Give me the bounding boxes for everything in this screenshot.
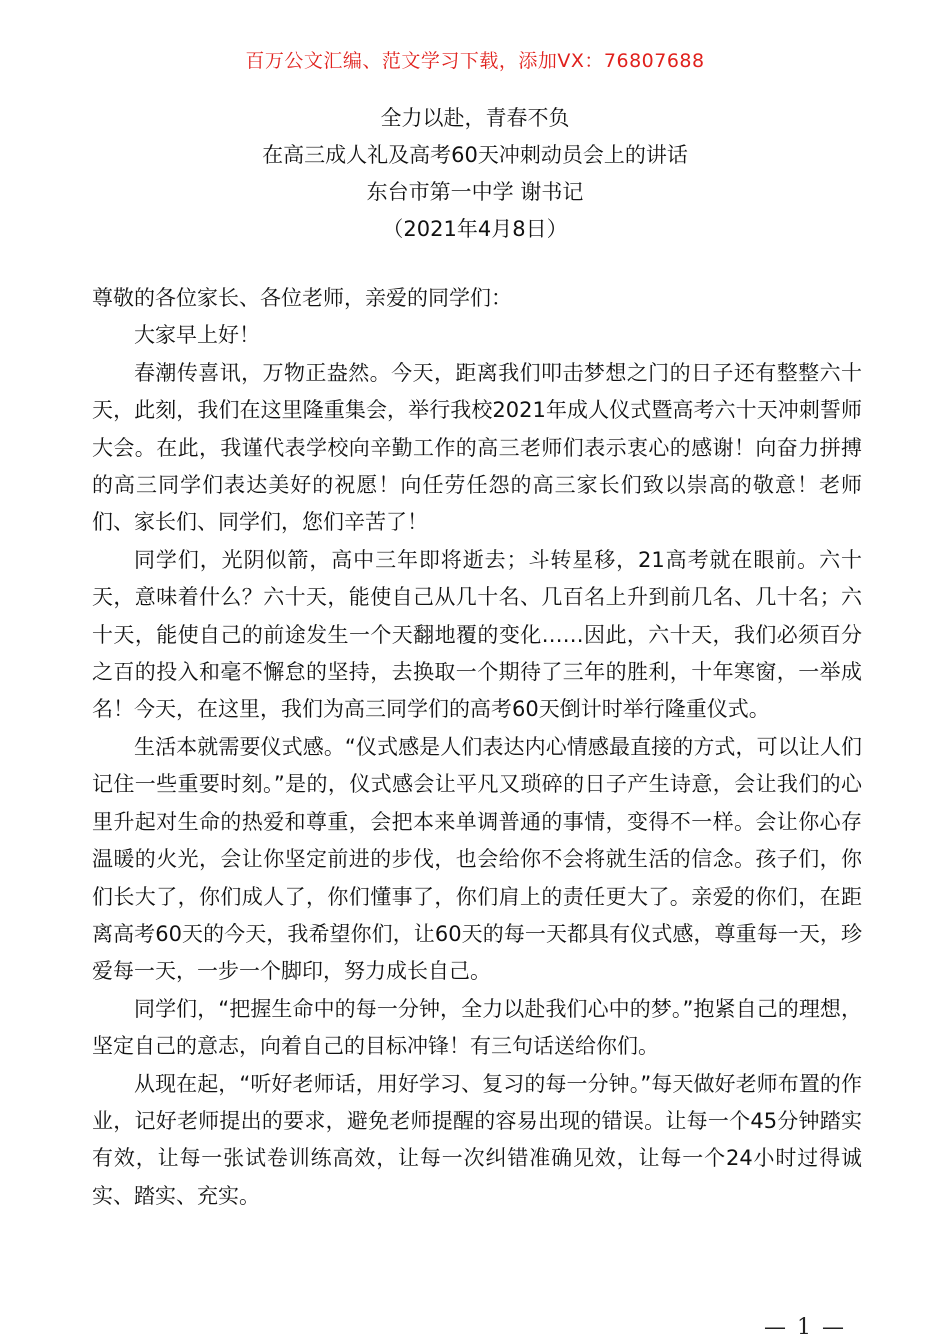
page-number: — 1 — — [764, 1315, 846, 1340]
author-line: 东台市第一中学 谢书记 — [366, 180, 584, 204]
speech-body — [92, 280, 862, 1215]
document-title: 全力以赴，青春不负 — [380, 106, 570, 130]
date-line: （2021年4月8日） — [382, 217, 568, 241]
paragraph: 生活本就需要仪式感。“仪式感是人们表达内心情感最直接的方式，可以让人们记住一些重要时刻。”是的，仪式感会让平凡又琐碎的日子产生诗意，会让我们的心里升起对生命的热爱和尊重，会把本来单调普通的事情，变得不一样。会让你心存温暖的火光，会让你坚定前进的步伐，也会给你不会将就生活的信念。孩子们，你们长大了，你们成人了，你们懂事了，你们肩上的责任更大了。亲爱的你们，在距离高考60天的今天，我希望你们，让60天的每一天都具有仪式感，尊重每一天，珍爱每一天，一步一个脚印，努力成长自己。 — [92, 734, 862, 984]
paragraph: 同学们，“把握生命中的每一分钟，全力以赴我们心中的梦。”抱紧自己的理想，坚定自己的意志，向着自己的目标冲锋！有三句话送给你们。 — [92, 996, 862, 1059]
watermark-banner: 百万公文汇编、范文学习下载，添加VX：76807688 — [245, 50, 705, 72]
title-block — [0, 100, 950, 248]
paragraph: 春潮传喜讯，万物正盎然。今天，距离我们叩击梦想之门的日子还有整整六十天，此刻，我们在这里隆重集会，举行我校2021年成人仪式暨高考六十天冲刺誓师大会。在此，我谨代表学校向辛勤工作的高三老师们表示衷心的感谢！向奋力拼搏的高三同学们表达美好的祝愿！向任劳任怨的高三家长们致以崇高的敬意！老师们、家长们、同学们，您们辛苦了！ — [92, 360, 862, 535]
paragraph: 从现在起，“听好老师话，用好学习、复习的每一分钟。”每天做好老师布置的作业，记好老师提出的要求，避免老师提醒的容易出现的错误。让每一个45分钟踏实有效，让每一张试卷训练高效，让每一次纠错准确见效，让每一个24小时过得诚实、踏实、充实。 — [92, 1071, 862, 1208]
paragraph: 同学们，光阴似箭，高中三年即将逝去；斗转星移，21高考就在眼前。六十天，意味着什么？六十天，能使自己从几十名、几百名上升到前几名、几十名；六十天，能使自己的前途发生一个天翻地覆的变化……因此，六十天，我们必须百分之百的投入和毫不懈怠的坚持，去换取一个期待了三年的胜利，十年寒窗，一举成名！今天，在这里，我们为高三同学们的高考60天倒计时举行隆重仪式。 — [92, 547, 862, 722]
paragraph: 大家早上好！ — [134, 323, 260, 348]
document-subtitle: 在高三成人礼及高考60天冲刺动员会上的讲话 — [262, 143, 688, 167]
salutation: 尊敬的各位家长、各位老师，亲爱的同学们： — [92, 286, 512, 310]
